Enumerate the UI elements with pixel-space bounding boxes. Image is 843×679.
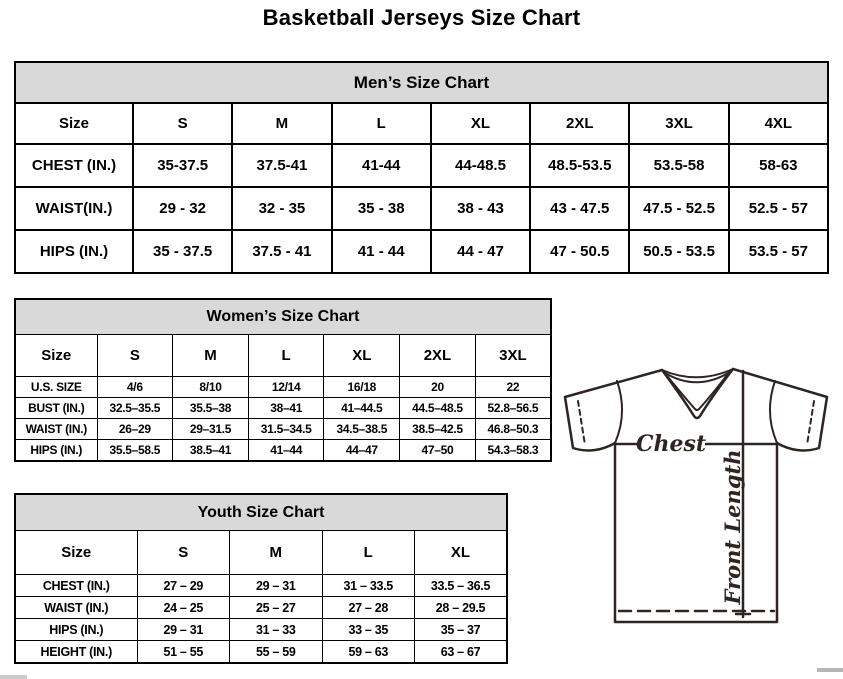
youth-cell: 33.5 – 36.5 <box>415 575 508 597</box>
youth-height-row <box>15 641 507 664</box>
youth-waist-row <box>15 597 507 619</box>
youth-cell: 24 – 25 <box>137 597 230 619</box>
womens-cell: 35.5–58.5 <box>97 440 173 462</box>
jersey-outline <box>565 369 827 622</box>
mens-hips-row <box>15 230 828 273</box>
womens-cell: 12/14 <box>248 377 324 398</box>
womens-cell: 34.5–38.5 <box>324 419 400 440</box>
mens-cell: 29 - 32 <box>133 187 232 230</box>
womens-cell: 4/6 <box>97 377 173 398</box>
youth-cell: 33 – 35 <box>322 619 415 641</box>
womens-col-header-s: S <box>97 335 173 377</box>
womens-hips-row <box>15 440 551 462</box>
youth-table-title: Youth Size Chart <box>15 494 507 531</box>
womens-cell: 38.5–42.5 <box>400 419 476 440</box>
mens-row-label-chest: CHEST (IN.) <box>15 144 133 187</box>
mens-cell: 41-44 <box>332 144 431 187</box>
mens-cell: 52.5 - 57 <box>729 187 828 230</box>
mens-col-header-2xl: 2XL <box>530 103 629 144</box>
scrollbar-fragment-left <box>0 675 27 679</box>
womens-col-header-l: L <box>248 335 324 377</box>
youth-cell: 25 – 27 <box>230 597 323 619</box>
youth-col-header-s: S <box>137 531 230 575</box>
mens-row-label-waist: WAIST(IN.) <box>15 187 133 230</box>
womens-cell: 38–41 <box>248 398 324 419</box>
mens-col-header-s: S <box>133 103 232 144</box>
mens-cell: 44-48.5 <box>431 144 530 187</box>
mens-cell: 53.5-58 <box>629 144 728 187</box>
mens-col-header-xl: XL <box>431 103 530 144</box>
womens-cell: 41–44.5 <box>324 398 400 419</box>
jersey-diagram <box>553 355 843 640</box>
womens-waist-row <box>15 419 551 440</box>
womens-cell: 47–50 <box>400 440 476 462</box>
mens-cell: 43 - 47.5 <box>530 187 629 230</box>
womens-cell: 54.3–58.3 <box>475 440 551 462</box>
womens-cell: 32.5–35.5 <box>97 398 173 419</box>
scrollbar-fragment-right <box>817 668 843 672</box>
mens-cell: 38 - 43 <box>431 187 530 230</box>
mens-cell: 35-37.5 <box>133 144 232 187</box>
youth-cell: 55 – 59 <box>230 641 323 664</box>
chest-label: Chest <box>635 431 707 457</box>
mens-cell: 41 - 44 <box>332 230 431 273</box>
mens-waist-row <box>15 187 828 230</box>
youth-row-label-waist: WAIST (IN.) <box>15 597 137 619</box>
womens-row-label-ussize: U.S. SIZE <box>15 377 97 398</box>
womens-bust-row <box>15 398 551 419</box>
womens-cell: 26–29 <box>97 419 173 440</box>
womens-col-header-xl: XL <box>324 335 400 377</box>
mens-cell: 32 - 35 <box>232 187 331 230</box>
mens-cell: 53.5 - 57 <box>729 230 828 273</box>
mens-cell: 44 - 47 <box>431 230 530 273</box>
womens-cell: 20 <box>400 377 476 398</box>
womens-size-chart-table <box>14 298 552 462</box>
youth-col-header-m: M <box>230 531 323 575</box>
womens-cell: 16/18 <box>324 377 400 398</box>
womens-cell: 22 <box>475 377 551 398</box>
mens-col-header-m: M <box>232 103 331 144</box>
womens-cell: 29–31.5 <box>173 419 249 440</box>
mens-row-label-hips: HIPS (IN.) <box>15 230 133 273</box>
womens-col-header-3xl: 3XL <box>475 335 551 377</box>
jersey-armhole-right <box>770 381 777 443</box>
womens-col-header-2xl: 2XL <box>400 335 476 377</box>
mens-col-header-l: L <box>332 103 431 144</box>
mens-cell: 35 - 37.5 <box>133 230 232 273</box>
womens-size-label: Size <box>15 335 97 377</box>
womens-cell: 8/10 <box>173 377 249 398</box>
womens-row-label-hips: HIPS (IN.) <box>15 440 97 462</box>
womens-col-header-m: M <box>173 335 249 377</box>
mens-cell: 35 - 38 <box>332 187 431 230</box>
front-length-label: Front Length <box>720 449 745 605</box>
mens-size-label: Size <box>15 103 133 144</box>
youth-cell: 28 – 29.5 <box>415 597 508 619</box>
mens-chest-row <box>15 144 828 187</box>
womens-cell: 41–44 <box>248 440 324 462</box>
mens-size-chart-table <box>14 61 829 274</box>
youth-hips-row <box>15 619 507 641</box>
womens-cell: 38.5–41 <box>173 440 249 462</box>
womens-cell: 44–47 <box>324 440 400 462</box>
mens-col-header-3xl: 3XL <box>629 103 728 144</box>
womens-row-label-waist: WAIST (IN.) <box>15 419 97 440</box>
mens-table-title: Men’s Size Chart <box>15 62 828 103</box>
womens-row-label-bust: BUST (IN.) <box>15 398 97 419</box>
youth-cell: 27 – 28 <box>322 597 415 619</box>
mens-cell: 50.5 - 53.5 <box>629 230 728 273</box>
youth-col-header-xl: XL <box>415 531 508 575</box>
mens-cell: 37.5-41 <box>232 144 331 187</box>
mens-cell: 47 - 50.5 <box>530 230 629 273</box>
womens-cell: 46.8–50.3 <box>475 419 551 440</box>
womens-cell: 44.5–48.5 <box>400 398 476 419</box>
youth-size-label: Size <box>15 531 137 575</box>
youth-cell: 27 – 29 <box>137 575 230 597</box>
mens-cell: 47.5 - 52.5 <box>629 187 728 230</box>
youth-row-label-chest: CHEST (IN.) <box>15 575 137 597</box>
page-title: Basketball Jerseys Size Chart <box>262 5 581 30</box>
youth-size-chart-table <box>14 493 508 664</box>
youth-col-header-l: L <box>322 531 415 575</box>
youth-cell: 51 – 55 <box>137 641 230 664</box>
womens-cell: 31.5–34.5 <box>248 419 324 440</box>
mens-col-header-4xl: 4XL <box>729 103 828 144</box>
mens-header-row <box>15 103 828 144</box>
youth-cell: 31 – 33.5 <box>322 575 415 597</box>
youth-header-row <box>15 531 507 575</box>
youth-cell: 31 – 33 <box>230 619 323 641</box>
youth-cell: 59 – 63 <box>322 641 415 664</box>
youth-cell: 35 – 37 <box>415 619 508 641</box>
womens-cell: 52.8–56.5 <box>475 398 551 419</box>
youth-chest-row <box>15 575 507 597</box>
womens-cell: 35.5–38 <box>173 398 249 419</box>
womens-ussize-row <box>15 377 551 398</box>
womens-header-row <box>15 335 551 377</box>
youth-cell: 29 – 31 <box>230 575 323 597</box>
mens-cell: 48.5-53.5 <box>530 144 629 187</box>
youth-row-label-hips: HIPS (IN.) <box>15 619 137 641</box>
jersey-armhole-left <box>615 381 622 443</box>
youth-cell: 29 – 31 <box>137 619 230 641</box>
jersey-cuff-dash-right <box>807 401 814 445</box>
youth-row-label-height: HEIGHT (IN.) <box>15 641 137 664</box>
mens-cell: 37.5 - 41 <box>232 230 331 273</box>
jersey-cuff-dash-left <box>578 401 585 445</box>
mens-cell: 58-63 <box>729 144 828 187</box>
womens-table-title: Women’s Size Chart <box>15 299 551 335</box>
youth-cell: 63 – 67 <box>415 641 508 664</box>
